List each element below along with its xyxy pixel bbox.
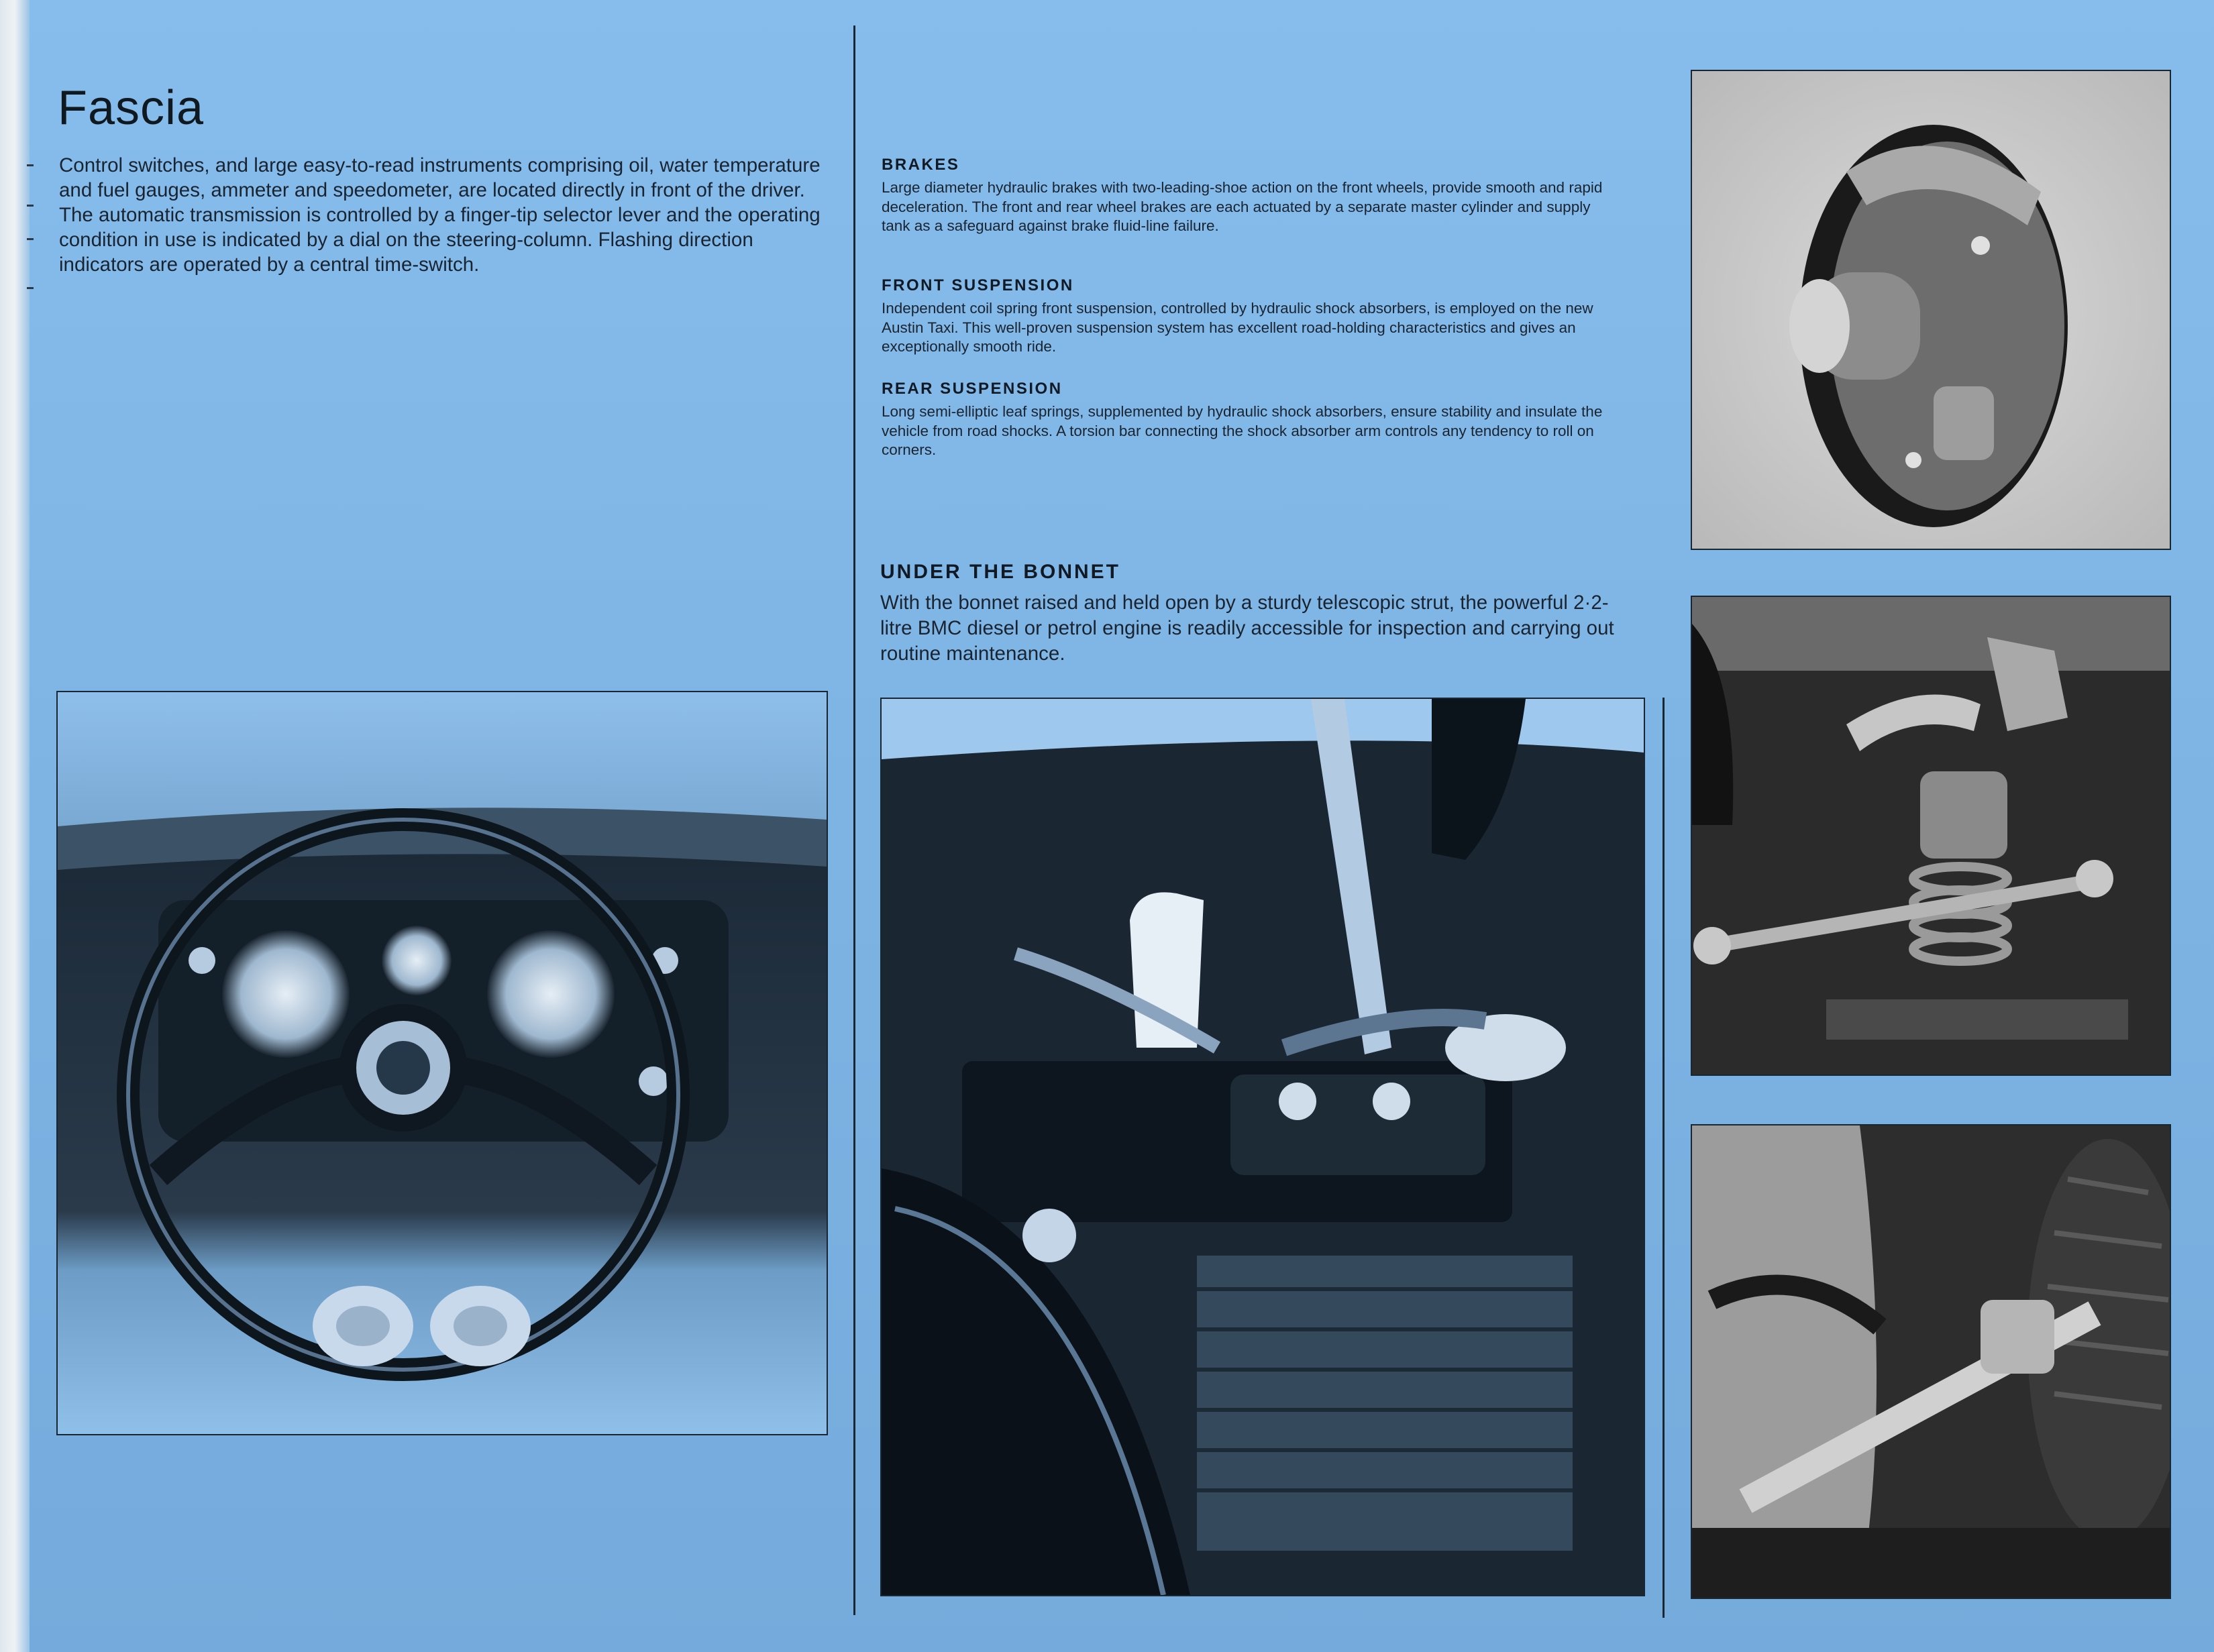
bonnet-text: With the bonnet raised and held open by a sturdy telescopic strut, the powerful 2·2-litre BMC diesel or petrol engine is readily accessible for inspection and carrying out routine maintenance. [880,592,1614,665]
edge-tick [27,205,34,207]
spec-front-suspension [882,276,1610,357]
spec-text: Long semi-elliptic leaf springs, supplemented by hydraulic shock absorbers, ensure stability and insulate the vehicle from road shocks. A torsion bar connecting the shock absorber arm controls any tendency to roll on corners. [882,403,1603,458]
spec-rear-suspension [882,380,1610,460]
rear-suspension-photo [1691,1124,2171,1599]
page-binding-edge [0,0,30,1652]
engine-bay-photo [880,698,1645,1596]
column-divider-left [853,25,855,1615]
column-divider-right [1663,698,1665,1618]
front-suspension-photo [1691,596,2171,1076]
fascia-description: Control switches, and large easy-to-read instruments comprising oil, water temperature and fuel gauges, ammeter and speedometer, are located directly in front of the driver. The automatic transmission is controlled by a finger-tip selector lever and the operating condition in use is indicated by a dial on the steering-column. Flashing direction indicators are operated by a central time-switch. [59,154,821,276]
page-title: Fascia [58,81,205,135]
brake-assembly-photo [1691,70,2171,550]
spec-brakes [882,156,1610,236]
spec-heading: REAR SUSPENSION [882,380,1063,398]
edge-tick [27,164,34,166]
spec-heading: BRAKES [882,156,960,174]
edge-tick [27,238,34,240]
under-the-bonnet-section [880,561,1625,667]
dashboard-photo [56,691,828,1435]
edge-tick [27,287,34,289]
spec-text: Large diameter hydraulic brakes with two-leading-shoe action on the front wheels, provide smooth and rapid deceleration. The front and rear wheel brakes are each actuated by a separate master cylinder and supply tank as a safeguard against brake fluid-line failure. [882,179,1603,234]
bonnet-heading: UNDER THE BONNET [880,561,1121,583]
spec-text: Independent coil spring front suspension, controlled by hydraulic shock absorbers, is employed on the new Austin Taxi. This well-proven suspension system has excellent road-holding characteristics and gives an exceptionally smooth ride. [882,300,1593,355]
spec-heading: FRONT SUSPENSION [882,276,1074,294]
